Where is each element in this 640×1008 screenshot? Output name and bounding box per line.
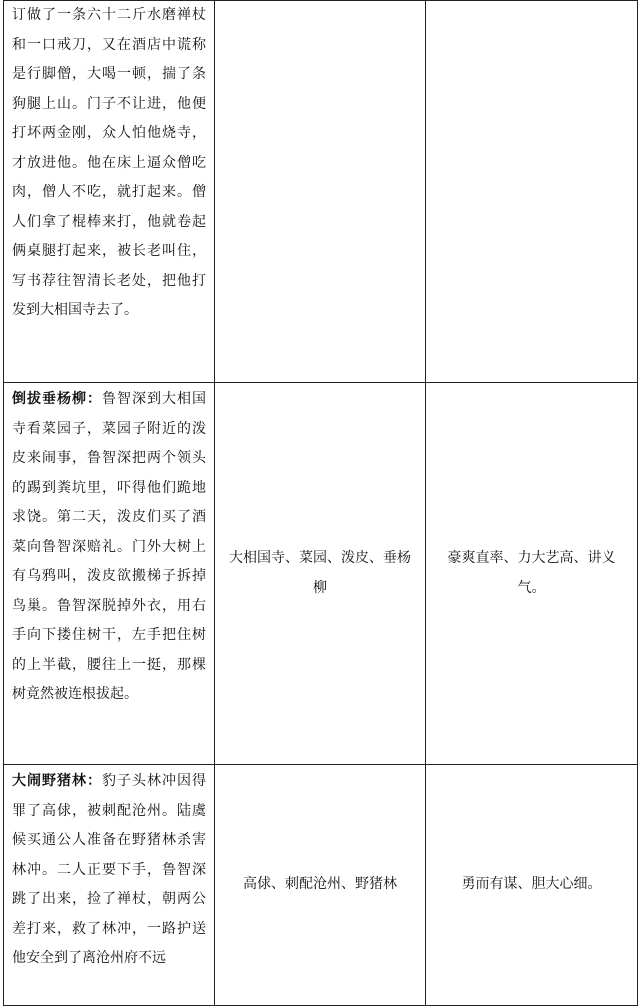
traits-cell <box>426 1 638 383</box>
table-row <box>4 1 638 383</box>
story-cell <box>4 383 215 765</box>
traits-text: 勇而有谋、胆大心细。 <box>461 876 602 893</box>
table-row <box>4 765 638 1006</box>
story-heading: 倒拔垂杨柳： <box>12 391 102 407</box>
story-cell <box>4 1 215 383</box>
story-text: 豹子头林冲因得罪了高俅，被刺配沧州。陆虞候买通公人准备在野猪林杀害林冲。二人正要下手，鲁智深跳了出来，捡了禅杖，朝两公差打来，救了林冲，一路护送他安全到了离沧州府不远 <box>12 773 206 966</box>
story-text: 鲁智深到大相国寺看菜园子，菜园子附近的泼皮来闹事，鲁智深把两个领头的踢到粪坑里，吓得他们跪地求饶。第二天，泼皮们买了酒菜向鲁智深赔礼。门外大树上有乌鸦叫，泼皮欲搬梯子拆掉鸟巢。鲁智深脱掉外衣，用右手向下搂住树干，左手把住树的上半截，腰往上一挺，那棵树竟然被连根拔起。 <box>12 391 206 702</box>
keywords-text: 大相国寺、菜园、泼皮、垂杨柳 <box>229 550 411 596</box>
story-cell <box>4 765 215 1006</box>
traits-cell <box>426 765 638 1006</box>
traits-text: 豪爽直率、力大艺高、讲义气。 <box>447 550 616 596</box>
traits-cell <box>426 383 638 765</box>
keywords-cell <box>215 383 426 765</box>
keywords-text: 高俅、刺配沧州、野猪林 <box>243 876 397 893</box>
story-table <box>3 0 638 1006</box>
keywords-cell <box>215 1 426 383</box>
keywords-cell <box>215 765 426 1006</box>
table-row <box>4 383 638 765</box>
story-heading: 大闹野猪林： <box>12 773 102 789</box>
story-text: 订做了一条六十二斤水磨禅杖和一口戒刀，又在酒店中谎称是行脚僧，大喝一顿，揣了条狗腿上山。门子不让进，他便打坏两金刚，众人怕他烧寺，才放进他。他在床上逼众僧吃肉，僧人不吃，就打起来。僧人们拿了棍棒来打，他就卷起俩桌腿打起来，被长老叫住，写书荐往智清长老处，把他打发到大相国寺去了。 <box>12 7 206 318</box>
